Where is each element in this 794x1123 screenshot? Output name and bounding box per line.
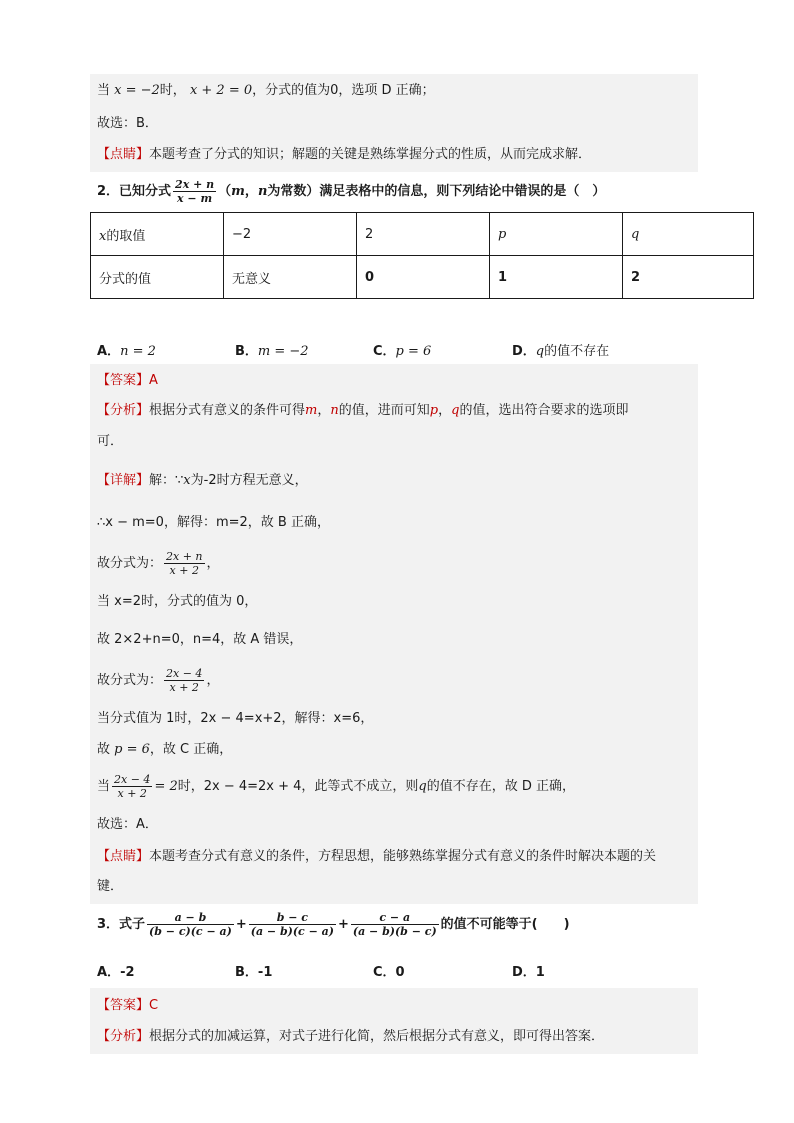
q3-analysis: 【分析】根据分式的加减运算，对式子进行化简，然后根据分式有意义，即可得出答案．	[97, 1029, 605, 1044]
q2-stem: 2．已知分式 $\frac{2x + n}{x - m}$ （m，n为常数）满足表格中的信息，则下列结论中错误的是（ ）	[97, 178, 606, 205]
q2-detail-line-8: 故 p = 6，故 C 正确，	[97, 742, 233, 757]
table-cell: p	[490, 213, 623, 256]
q2-detail-line-6: 故分式为： $\frac{2x - 4}{x + 2}$ ，	[97, 667, 220, 694]
q2-detail-line-3: 故分式为： $\frac{2x + n}{x + 2}$ ，	[97, 550, 220, 577]
q3-option-b: B．-1	[235, 965, 273, 980]
table-cell: −2	[224, 213, 357, 256]
q2-comment-line-2: 键．	[97, 879, 124, 894]
q3-option-d: D．1	[512, 965, 545, 980]
q2-detail-line-5: 故 2×2+n=0，n=4，故 A 错误，	[97, 632, 303, 647]
q1-conclusion: 故选：B．	[97, 116, 158, 131]
q1-line-1: 当 x = −2时， x + 2 = 0，分式的值为0，选项 D 正确；	[97, 83, 435, 98]
table-cell: q	[623, 213, 754, 256]
q2-detail-line-1: 【详解】解：∵x为-2时方程无意义，	[97, 473, 308, 488]
q3-option-a: A．-2	[97, 965, 135, 980]
q2-option-d: D．q的值不存在	[512, 344, 610, 359]
table-cell: 2	[623, 256, 754, 299]
q2-detail-line-9: 当 $\frac{2x - 4}{x + 2}$ = 2时，2x − 4=2x + 4，此等式不成立，则q的值不存在，故 D 正确，	[97, 773, 576, 800]
q1-comment: 【点睛】本题考查了分式的知识；解题的关键是熟练掌握分式的性质，从而完成求解．	[97, 147, 592, 162]
q2-detail-line-4: 当 x=2时，分式的值为 0，	[97, 594, 258, 609]
q2-analysis-line-1: 【分析】根据分式有意义的条件可得m，n的值，进而可知p，q的值，选出符合要求的选项即	[97, 403, 629, 418]
q3-option-c: C．0	[373, 965, 405, 980]
fraction: $\frac{b - c}{(a - b)(c - a)}$	[250, 911, 334, 938]
q2-detail-line-2: ∴x − m=0，解得：m=2，故 B 正确，	[97, 515, 330, 530]
table-cell: 无意义	[224, 256, 357, 299]
table-cell: 0	[357, 256, 490, 299]
q2-option-c: C．p = 6	[373, 344, 432, 359]
table-row-header: 分式的值	[91, 256, 224, 299]
table-row	[91, 256, 754, 299]
fraction: $\frac{2x - 4}{x + 2}$	[114, 773, 151, 800]
table-row-header: x的取值	[91, 213, 224, 256]
q2-comment-line-1: 【点睛】本题考查分式有意义的条件，方程思想，能够熟练掌握分式有意义的条件时解决本题的关	[97, 849, 657, 864]
table-row	[91, 213, 754, 256]
q2-info-table	[90, 212, 754, 299]
fraction: $\frac{2x + n}{x + 2}$	[166, 550, 203, 577]
q2-analysis-line-2: 可．	[97, 434, 124, 449]
q2-option-a: A．n = 2	[97, 344, 156, 359]
fraction: $\frac{c - a}{(a - b)(b - c)}$	[352, 911, 437, 938]
fraction: $\frac{2x - 4}{x + 2}$	[166, 667, 203, 694]
q2-conclusion: 故选：A．	[97, 817, 158, 832]
q3-answer: 【答案】C	[97, 998, 159, 1013]
q2-detail-line-7: 当分式值为 1时，2x − 4=x+2，解得：x=6，	[97, 711, 374, 726]
fraction: $\frac{a - b}{(b - c)(c - a)}$	[149, 911, 232, 938]
q2-stem-fraction: $\frac{2x + n}{x - m}$	[175, 178, 215, 205]
q3-stem: 3．式子 $\frac{a - b}{(b - c)(c - a)}$ + $\frac{b - c}{(a - b)(c - a)}$ + $\frac{c - a}{(a - b)(b - c)}$ 的值不可能等于( )	[97, 911, 570, 938]
q2-answer: 【答案】A	[97, 373, 158, 388]
table-cell: 2	[357, 213, 490, 256]
q2-option-b: B．m = −2	[235, 344, 309, 359]
table-cell: 1	[490, 256, 623, 299]
